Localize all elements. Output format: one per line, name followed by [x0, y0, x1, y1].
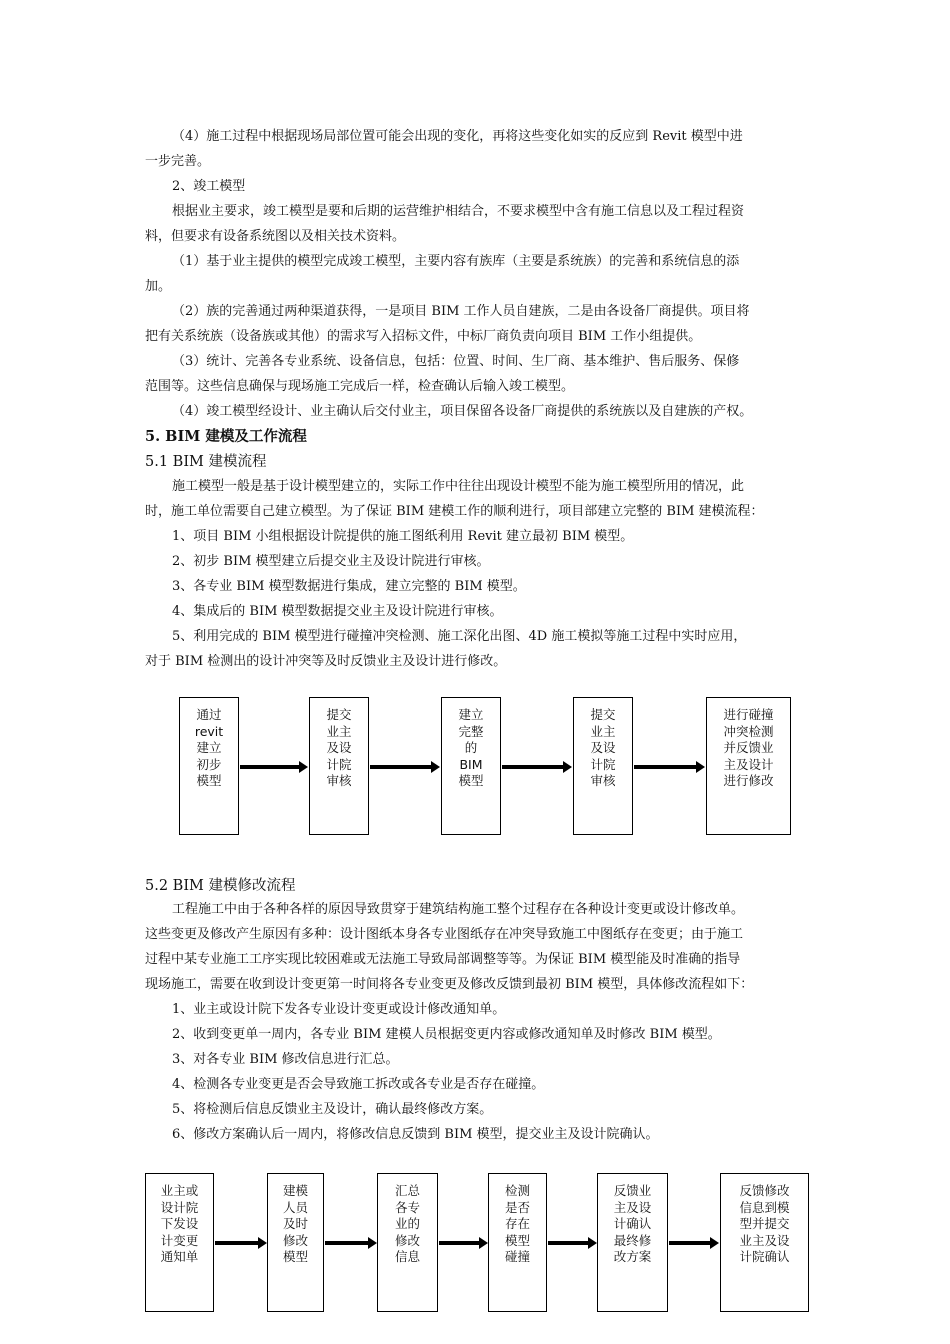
flow-step: 提交 业主 及设 计院 审核: [573, 697, 633, 835]
flow-step: 业主或 设计院 下发设 计变更 通知单: [145, 1173, 214, 1312]
paragraph-line: （4）竣工模型经设计、业主确认后交付业主，项目保留各设备厂商提供的系统族以及自建族的产权。: [172, 404, 753, 419]
list-item: 4、检测各专业变更是否会导致施工拆改或各专业是否存在碰撞。: [172, 1077, 545, 1092]
sub-heading: 2、竣工模型: [172, 179, 246, 194]
paragraph-line: （1）基于业主提供的模型完成竣工模型，主要内容有族库（主要是系统族）的完善和系统信息的添: [172, 254, 740, 269]
flow-step: 进行碰撞 冲突检测 并反馈业 主及设计 进行修改: [706, 697, 791, 835]
paragraph-line: 对于 BIM 检测出的设计冲突等及时反馈业主及设计进行修改。: [145, 654, 507, 669]
list-item: 2、收到变更单一周内，各专业 BIM 建模人员根据变更内容或修改通知单及时修改 BIM 模型。: [172, 1027, 721, 1042]
list-item: 4、集成后的 BIM 模型数据提交业主及设计院进行审核。: [172, 604, 503, 619]
paragraph-line: 施工模型一般是基于设计模型建立的，实际工作中往往出现设计模型不能为施工模型所用的情况，此: [172, 479, 745, 494]
list-item: 1、业主或设计院下发各专业设计变更或设计修改通知单。: [172, 1002, 506, 1017]
list-item: 3、对各专业 BIM 修改信息进行汇总。: [172, 1052, 399, 1067]
flow-arrow: [634, 765, 697, 769]
flow-arrow: [502, 765, 564, 769]
paragraph-line: （2）族的完善通过两种渠道获得，一是项目 BIM 工作人员自建族，二是由各设备厂商提供。项目将: [172, 304, 750, 319]
paragraph-line: （4）施工过程中根据现场局部位置可能会出现的变化，再将这些变化如实的反应到 Revit 模型中进: [172, 129, 743, 144]
flow-step: 通过 revit 建立 初步 模型: [179, 697, 239, 835]
paragraph-line: 料，但要求有设备系统图以及相关技术资料。: [145, 229, 406, 244]
flow-step: 建模 人员 及时 修改 模型: [267, 1173, 324, 1312]
flow-step: 检测 是否 存在 模型 碰撞: [488, 1173, 547, 1312]
paragraph-line: 范围等。这些信息确保与现场施工完成后一样，检查确认后输入竣工模型。: [145, 379, 575, 394]
flow-step: 反馈修改 信息到模 型并提交 业主及设 计院确认: [720, 1173, 809, 1312]
list-item: 6、修改方案确认后一周内，将修改信息反馈到 BIM 模型，提交业主及设计院确认。: [172, 1127, 659, 1142]
flow-step: 反馈业 主及设 计确认 最终修 改方案: [597, 1173, 668, 1312]
flow-arrow: [439, 1241, 480, 1245]
paragraph-line: 把有关系统族（设备族或其他）的需求写入招标文件，中标厂商负责向项目 BIM 工作小组提供。: [145, 329, 702, 344]
paragraph-line: 一步完善。: [145, 154, 211, 169]
flow-arrow: [548, 1241, 589, 1245]
flow-arrow: [669, 1241, 711, 1245]
list-item: 5、将检测后信息反馈业主及设计，确认最终修改方案。: [172, 1102, 493, 1117]
list-item: 5、利用完成的 BIM 模型进行碰撞冲突检测、施工深化出图、4D 施工模拟等施工过程中实时应用，: [172, 629, 747, 644]
section-heading: 5. BIM 建模及工作流程: [145, 428, 307, 445]
list-item: 2、初步 BIM 模型建立后提交业主及设计院进行审核。: [172, 554, 490, 569]
paragraph-line: （3）统计、完善各专业系统、设备信息，包括：位置、时间、生厂商、基本维护、售后服务、保修: [172, 354, 740, 369]
flow-arrow: [215, 1241, 259, 1245]
list-item: 3、各专业 BIM 模型数据进行集成，建立完整的 BIM 模型。: [172, 579, 526, 594]
paragraph-line: 工程施工中由于各种各样的原因导致贯穿于建筑结构施工整个过程存在各种设计变更或设计修改单。: [172, 902, 745, 917]
paragraph-line: 加。: [145, 279, 172, 294]
flow-arrow: [325, 1241, 369, 1245]
subsection-heading: 5.1 BIM 建模流程: [145, 454, 267, 470]
subsection-heading: 5.2 BIM 建模修改流程: [145, 878, 296, 894]
paragraph-line: 过程中某专业施工工序实现比较困难或无法施工导致局部调整等等。为保证 BIM 模型能及时准确的指导: [145, 952, 741, 967]
list-item: 1、项目 BIM 小组根据设计院提供的施工图纸利用 Revit 建立最初 BIM 模型。: [172, 529, 634, 544]
flow-arrow: [240, 765, 300, 769]
flow-step: 汇总 各专 业的 修改 信息: [377, 1173, 438, 1312]
paragraph-line: 这些变更及修改产生原因有多种：设计图纸本身各专业图纸存在冲突导致施工中图纸存在变更；由于施工: [145, 927, 744, 942]
paragraph-line: 现场施工，需要在收到设计变更第一时间将各专业变更及修改反馈到最初 BIM 模型，具体修改流程如下：: [145, 977, 754, 992]
paragraph-line: 时，施工单位需要自己建立模型。为了保证 BIM 建模工作的顺利进行，项目部建立完整的 BIM 建模流程：: [145, 504, 764, 519]
flow-step: 提交 业主 及设 计院 审核: [309, 697, 369, 835]
paragraph-line: 根据业主要求，竣工模型是要和后期的运营维护相结合，不要求模型中含有施工信息以及工程过程资: [172, 204, 745, 219]
flow-arrow: [370, 765, 432, 769]
flow-step: 建立 完整 的 BIM 模型: [441, 697, 501, 835]
